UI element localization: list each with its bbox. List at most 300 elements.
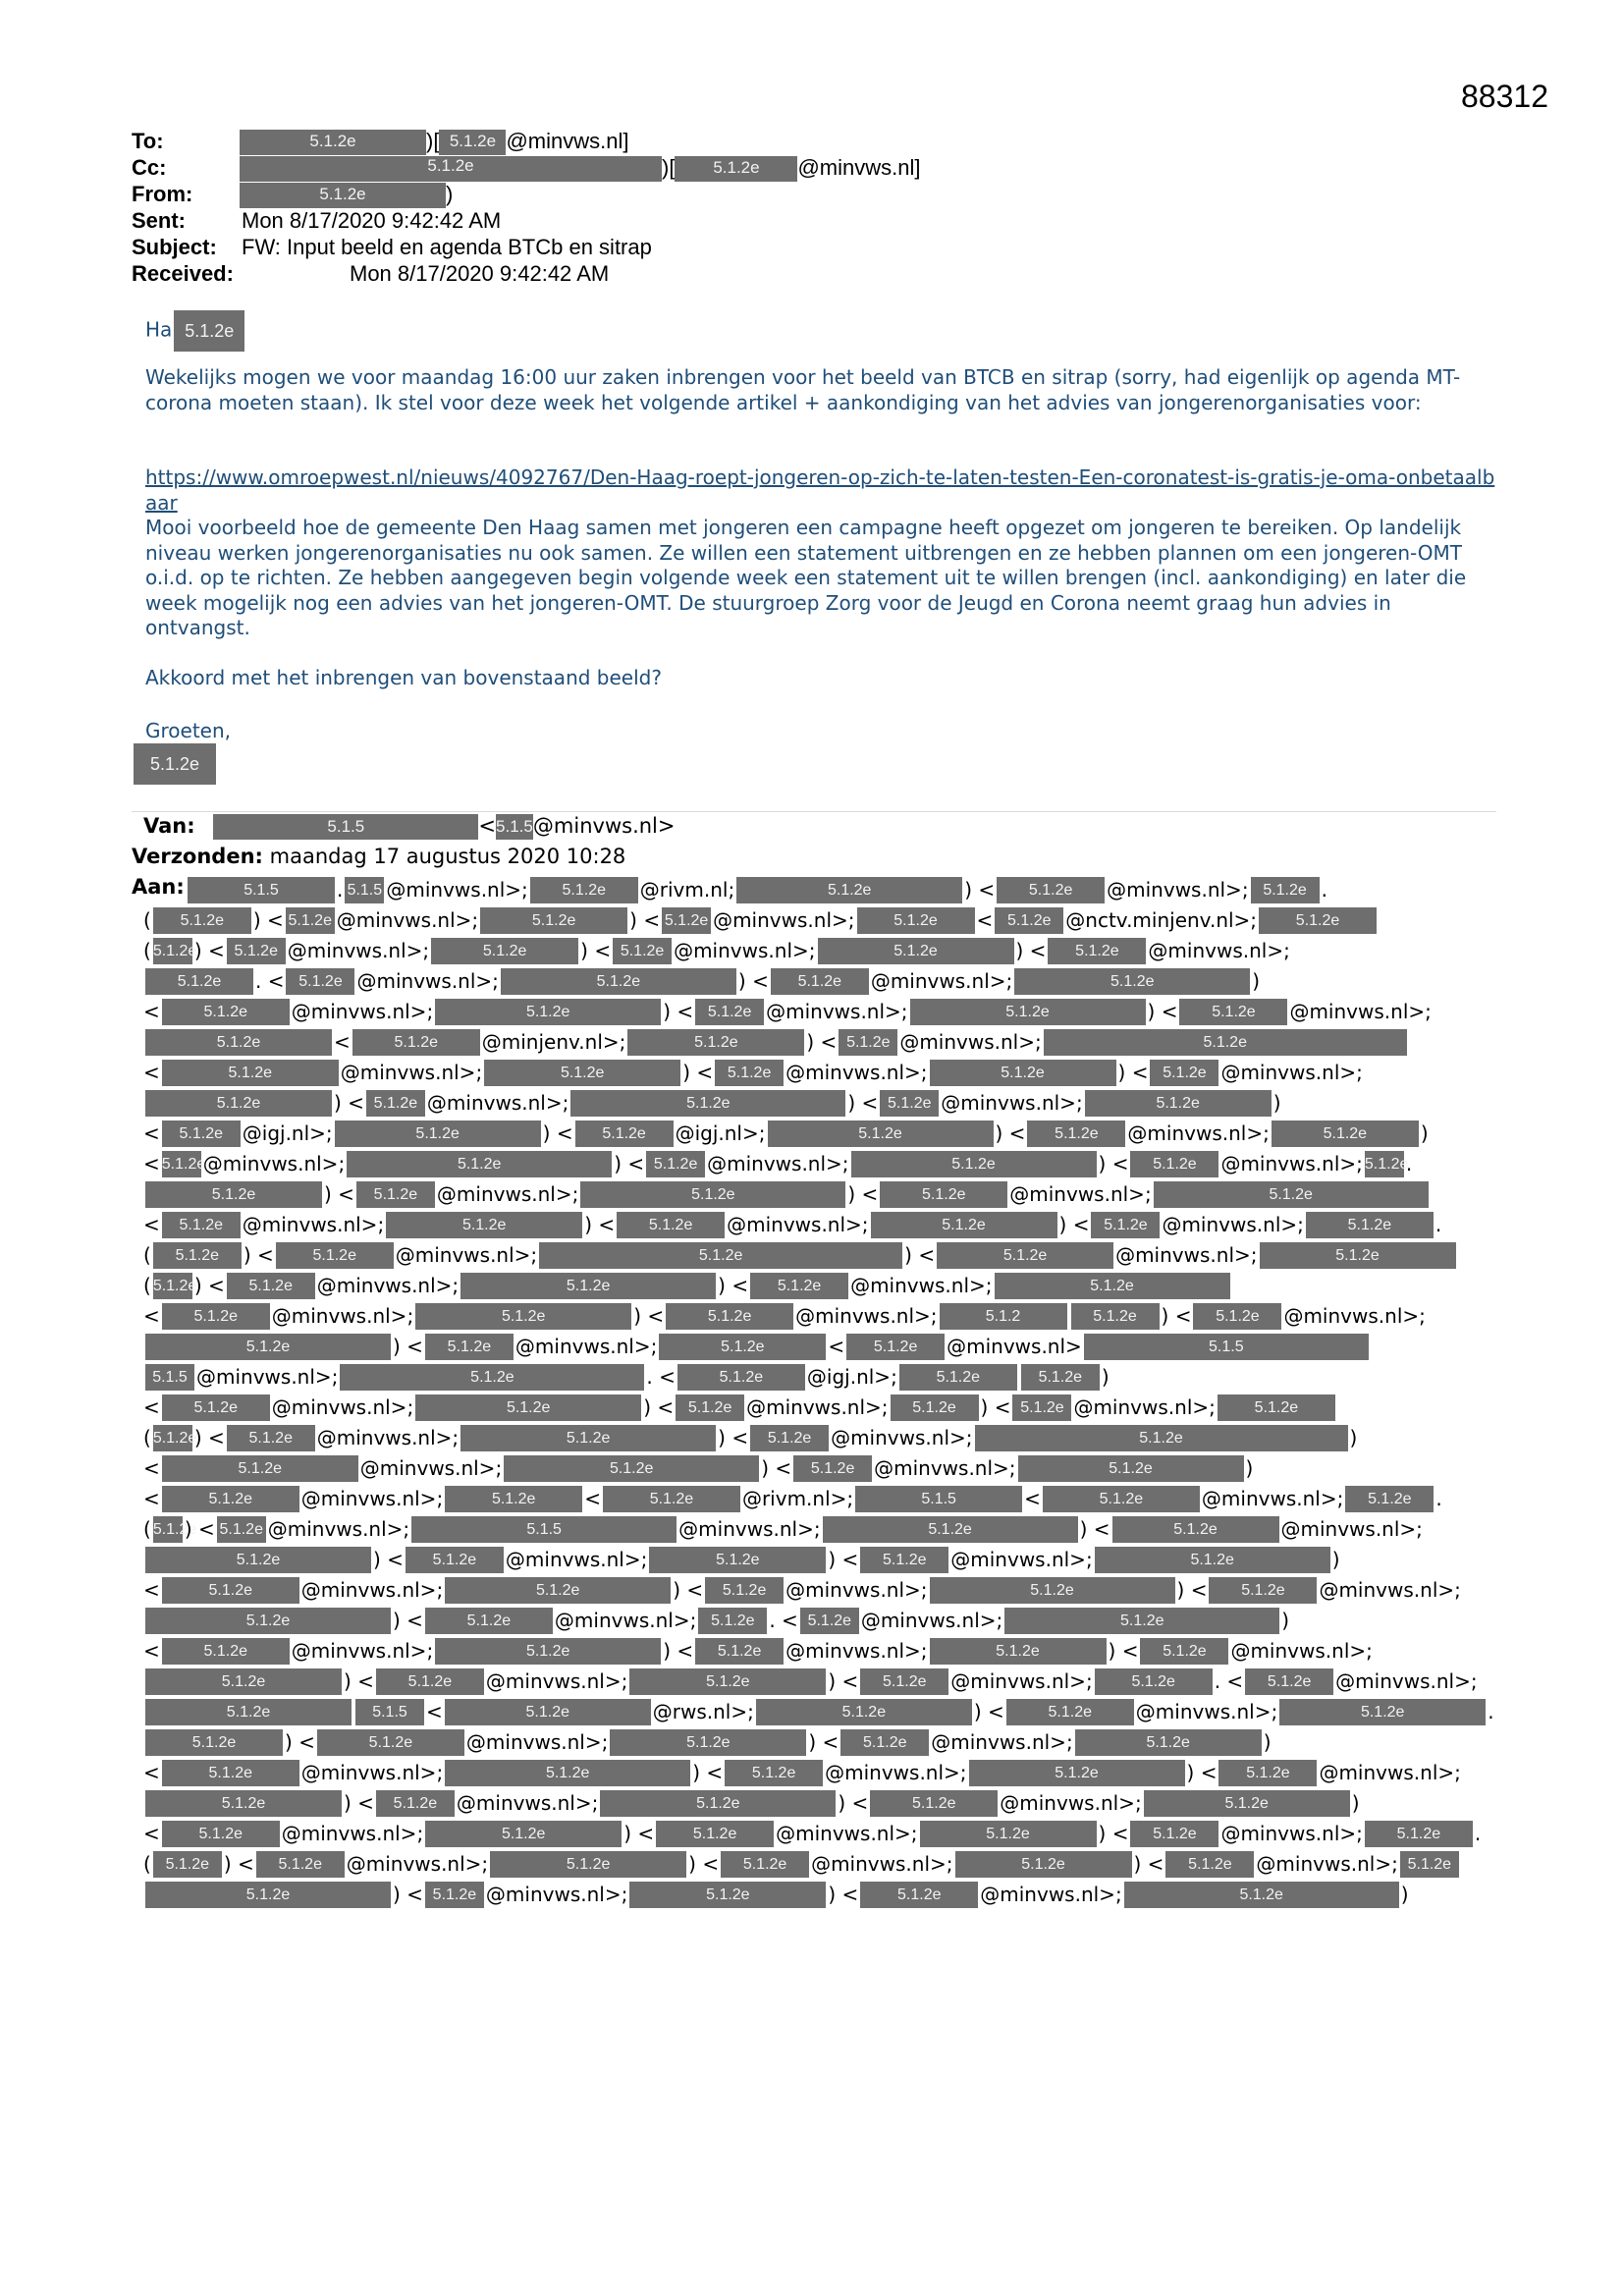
recipient-text: . < [646, 1365, 676, 1389]
recipient-text: . [1488, 1700, 1494, 1723]
redaction: 5.1.2e [1144, 1790, 1350, 1817]
redaction: 5.1.2e [1095, 1668, 1213, 1695]
redaction: 5.1.2e [1345, 1486, 1434, 1512]
redaction: 5.1.2e [1165, 1851, 1254, 1878]
recipient-text: ) < [673, 1578, 704, 1602]
recipient-text: @minvws.nl>; [300, 1487, 444, 1510]
recipient-text: < [143, 1061, 160, 1084]
recipient-text: ) < [1108, 1639, 1139, 1663]
recipient-text: < [143, 1487, 160, 1510]
redaction: 5.1.2e [649, 1547, 826, 1573]
recipient-text: @minvws.nl>; [1319, 1761, 1461, 1784]
redaction: 5.1.2e [162, 1638, 290, 1665]
verzonden-value: maandag 17 augustus 2020 10:28 [269, 845, 626, 868]
recipient-text: @minvws.nl>; [980, 1883, 1122, 1906]
redaction: 5.1.2e [366, 1090, 425, 1117]
redaction: 5.1.2e [997, 877, 1105, 903]
redaction: 5.1.2e [930, 1577, 1175, 1604]
recipient-text: ) [1101, 1365, 1110, 1389]
recipient-line [143, 1574, 1461, 1605]
redaction: 5.1.2e [860, 1668, 948, 1695]
redaction: 5.1.2e [415, 1303, 631, 1330]
recipient-text: @minvws.nl>; [242, 1213, 385, 1236]
redaction: 5.1.2e [162, 1486, 299, 1512]
redaction: 5.1.2e [145, 968, 253, 995]
recipient-text: ) < [718, 1426, 749, 1449]
redaction: 5.1.2e [860, 1547, 948, 1573]
redaction: 5.1.2e [153, 1242, 242, 1269]
recipient-text: @igj.nl>; [242, 1121, 333, 1145]
subject-label: Subject: [132, 235, 217, 259]
redaction: 5.1.2e [217, 1516, 266, 1543]
redaction: 5.1.2e [145, 1699, 352, 1725]
redaction: 5.1.2e [768, 1121, 994, 1147]
redaction: 5.1.2e [153, 907, 251, 934]
recipient-line [143, 1818, 1481, 1848]
redaction: 5.1.2e [662, 907, 711, 934]
subject-value: FW: Input beeld en agenda BTCb en sitrap [242, 235, 652, 259]
redaction: 5.1.2e [347, 1151, 612, 1177]
redaction: 5.1.2e [352, 1029, 480, 1056]
recipient-text: ) [1351, 1791, 1360, 1815]
van-domain: @minvws.nl> [532, 814, 676, 838]
redaction: 5.1.2e [340, 1364, 644, 1391]
redaction: 5.1.2e [145, 1029, 332, 1056]
redaction: 5.1.2e [376, 1790, 455, 1817]
redaction: 5.1.2e [1193, 1303, 1281, 1330]
recipient-text: < [1024, 1487, 1041, 1510]
recipient-line [143, 1513, 1423, 1544]
redaction: 5.1.2e [646, 1151, 705, 1177]
redaction: 5.1.2e [995, 907, 1063, 934]
document-number: 88312 [1461, 79, 1548, 114]
received-value: Mon 8/17/2020 9:42:42 AM [350, 261, 610, 286]
redaction: 5.1.2e [227, 938, 286, 964]
redaction: 5.1.2e [439, 130, 506, 155]
greeting: Ha 5.1.2e [145, 310, 1500, 352]
recipient-text: ) < [184, 1517, 215, 1541]
redaction: 5.1.2e [1272, 1121, 1419, 1147]
redaction: 5.1.2e [530, 877, 638, 903]
redaction: 5.1.2e [1075, 1729, 1262, 1756]
recipient-text: < [143, 1121, 160, 1145]
redaction: 5.1.2e [677, 1364, 805, 1391]
recipient-text: @minvws.nl>; [291, 1639, 434, 1663]
redaction: 5.1.2e [880, 1181, 1007, 1208]
redaction: 5.1.2e [610, 1729, 806, 1756]
recipient-line [143, 1422, 1357, 1452]
recipient-line [143, 1118, 1429, 1148]
redaction: 5.1.2e [570, 1090, 845, 1117]
redaction: 5.1.2e [857, 907, 975, 934]
recipient-line [143, 1209, 1441, 1239]
redaction: 5.1.2e [995, 1273, 1230, 1299]
redaction: 5.1.2e [162, 999, 290, 1025]
redaction: 5.1.5 [345, 877, 384, 903]
recipient-text: @minvws.nl>; [287, 939, 430, 962]
recipient-text: . < [1214, 1669, 1244, 1693]
redaction: 5.1.2e [162, 1303, 270, 1330]
redaction: 5.1.2e [840, 1729, 929, 1756]
recipient-text: ) < [633, 1304, 665, 1328]
redaction: 5.1.2e [975, 1425, 1348, 1451]
to-label: To: [132, 129, 164, 153]
recipient-text: ) < [1161, 1304, 1192, 1328]
recipient-text: ) < [964, 878, 996, 902]
redaction: 5.1.2e [145, 1790, 342, 1817]
recipient-text: < [143, 1395, 160, 1419]
recipient-line [143, 1635, 1373, 1666]
redaction: 5.1.2e [1218, 1760, 1317, 1786]
redaction: 5.1.2e [276, 1242, 394, 1269]
recipient-text: @minvws.nl>; [870, 969, 1013, 993]
recipient-text: ) < [393, 1335, 423, 1358]
recipient-text: ) < [1098, 1152, 1129, 1175]
recipient-text: @minvws.nl>; [1127, 1121, 1270, 1145]
redaction: 5.1.2e [162, 1760, 299, 1786]
recipient-text: ) [1252, 969, 1261, 993]
redaction: 5.1.2e [162, 1455, 358, 1482]
recipient-text: < [426, 1700, 443, 1723]
redaction: 5.1.2e [969, 1760, 1185, 1786]
redaction: 5.1.2e [445, 1577, 671, 1604]
recipient-text: @minvws.nl>; [874, 1456, 1016, 1480]
redaction: 5.1.2e [415, 1394, 641, 1421]
recipient-text: @minvws.nl>; [300, 1578, 444, 1602]
recipient-text: ) [1420, 1121, 1429, 1145]
redaction: 5.1.2e [575, 1121, 674, 1147]
redaction: 5.1.2e [1027, 1121, 1125, 1147]
recipient-text: ) < [663, 1639, 694, 1663]
redaction: 5.1.2e [750, 1425, 829, 1451]
redaction: 5.1.2e [698, 1608, 767, 1634]
received-label: Received: [132, 261, 234, 286]
recipient-text: ) < [1186, 1761, 1218, 1784]
redaction: 5.1.2e [1179, 999, 1287, 1025]
recipient-line [143, 1787, 1360, 1818]
redaction: 5.1.2e [356, 1181, 435, 1208]
redaction: 5.1.2e [1006, 1699, 1134, 1725]
recipient-text: ) < [243, 1243, 274, 1267]
redaction: 5.1.5 [213, 814, 478, 840]
recipient-line [143, 1696, 1494, 1726]
recipient-text: ) < [584, 1213, 616, 1236]
redaction: 5.1.2e [1004, 1608, 1279, 1634]
recipient-text: ) < [718, 1274, 749, 1297]
redaction: 5.1.2e [145, 1729, 283, 1756]
recipient-text: @minvws.nl>; [1073, 1395, 1216, 1419]
redaction: 5.1.2e [227, 1273, 315, 1299]
redaction: 5.1.2e [145, 1334, 391, 1360]
redaction: 5.1.2e [851, 1151, 1097, 1177]
recipient-text: @minvws.nl>; [1319, 1578, 1461, 1602]
recipient-line [143, 1392, 1337, 1422]
redaction: 5.1.2e [145, 1547, 371, 1573]
redaction: 5.1.5 [855, 1486, 1022, 1512]
recipient-text: ) < [980, 1395, 1011, 1419]
recipient-text: @minvws.nl>; [1107, 878, 1249, 902]
recipient-text: @minvws.nl>; [707, 1152, 849, 1175]
recipient-line [143, 1544, 1340, 1574]
redaction: 5.1.2e [656, 1821, 774, 1847]
recipient-text: @minvws.nl>; [776, 1822, 918, 1845]
redaction: 5.1.2e [153, 938, 192, 964]
recipient-text: @minvws.nl>; [678, 1517, 821, 1541]
redaction: 5.1.2e [240, 130, 426, 155]
recipient-text: . [1321, 878, 1327, 902]
recipient-text: . [1435, 1213, 1442, 1236]
recipient-text: @minvws.nl>; [950, 1548, 1093, 1571]
redaction: 5.1.2e [695, 1638, 784, 1665]
recipient-text: < [143, 1000, 160, 1023]
van-row: Van: 5.1.5 <5.1.5@minvws.nl> [143, 814, 676, 838]
redaction: 5.1.2e [627, 1029, 804, 1056]
recipient-text: ( [143, 908, 151, 932]
redaction: 5.1.2e [676, 1394, 744, 1421]
recipient-text: ) < [737, 969, 769, 993]
redaction: 5.1.2e [445, 1699, 651, 1725]
recipient-line [143, 1026, 1409, 1057]
recipient-text: ) < [1079, 1517, 1110, 1541]
redaction: 5.1.2e [930, 1638, 1107, 1665]
recipient-text: @minvws.nl>; [359, 1456, 503, 1480]
redaction: 5.1.2e [317, 1729, 464, 1756]
recipient-text: @minvws.nl>; [950, 1669, 1093, 1693]
recipient-text: @minvws.nl>; [514, 1335, 658, 1358]
article-link-wrap [145, 465, 1500, 516]
recipient-text: @minvws.nl>; [1230, 1639, 1373, 1663]
redaction: 5.1.2e [1279, 1699, 1486, 1725]
recipient-line [143, 1848, 1461, 1879]
recipient-text: @minvws.nl>; [1283, 1304, 1426, 1328]
recipient-text: @minvws.nl>; [941, 1091, 1083, 1115]
recipient-text: @nctv.minjenv.nl>; [1065, 908, 1258, 932]
recipient-text: < [334, 1030, 351, 1054]
redaction: 5.1.2e [445, 1486, 582, 1512]
recipient-text: ) < [692, 1761, 724, 1784]
redaction: 5.1.2e [1150, 1060, 1218, 1086]
recipient-text: @minvws.nl>; [831, 1426, 973, 1449]
redaction: 5.1.2e [162, 1394, 270, 1421]
redaction: 5.1.2e [153, 1273, 192, 1299]
redaction: 5.1.5 [496, 814, 533, 840]
recipient-line [143, 1726, 1272, 1757]
recipient-text: ) < [1098, 1822, 1129, 1845]
redaction: 5.1.2e [771, 968, 869, 995]
recipient-text: ) < [393, 1609, 423, 1632]
recipient-text: ) < [344, 1791, 374, 1815]
recipient-line [143, 1757, 1461, 1787]
recipient-text: ) < [193, 1274, 225, 1297]
redaction: 5.1.2e [1400, 1851, 1459, 1878]
redaction: 5.1.2e [460, 1273, 716, 1299]
redaction: 5.1.2e [501, 968, 736, 995]
redaction: 5.1.5 [1084, 1334, 1369, 1360]
recipient-line [143, 1148, 1412, 1178]
redaction: 5.1.2e [1018, 1455, 1244, 1482]
redaction: 5.1.2e [800, 1608, 859, 1634]
redaction: 5.1.2e [1071, 1303, 1160, 1330]
redaction: 5.1.2e [580, 1181, 845, 1208]
recipient-text: @minvws.nl>; [271, 1395, 414, 1419]
redaction: 5.1.2e [162, 1151, 201, 1177]
recipient-text: @minvws.nl>; [436, 1182, 579, 1206]
cc-domain: @minvws.nl] [797, 155, 921, 180]
recipient-text: . [337, 878, 344, 902]
redaction: 5.1.2e [1140, 1638, 1228, 1665]
recipient-text: @minvws.nl>; [931, 1730, 1073, 1754]
recipient-text: @minvws.nl>; [1289, 1000, 1432, 1023]
recipient-text: ) < [223, 1852, 254, 1876]
recipient-line [143, 1361, 1110, 1392]
redaction: 5.1.2e [256, 1851, 345, 1878]
redaction: 5.1.2e [425, 1334, 514, 1360]
redaction: 5.1.2e [629, 1882, 826, 1908]
redaction: 5.1.2e [725, 1760, 823, 1786]
redaction: 5.1.2e [162, 1821, 280, 1847]
recipient-text: < [584, 1487, 601, 1510]
recipient-text: @minvws.nl>; [1256, 1852, 1398, 1876]
redaction: 5.1.2e [1218, 1394, 1335, 1421]
redaction: 5.1.2e [937, 1242, 1113, 1269]
redaction: 5.1.2e [406, 1547, 504, 1573]
redaction: 5.1.2e [1043, 1486, 1200, 1512]
redaction: 5.1.2e [153, 1851, 222, 1878]
redaction: 5.1.2e [145, 1090, 332, 1117]
recipient-text: ) < [629, 908, 661, 932]
redaction: 5.1.2e [145, 1181, 322, 1208]
redaction: 5.1.2e [955, 1851, 1132, 1878]
redaction: 5.1.2e [145, 1608, 391, 1634]
recipient-text: ) [1281, 1609, 1290, 1632]
recipient-text: . < [255, 969, 285, 993]
redaction: 5.1.2e [162, 1060, 339, 1086]
recipient-text: @minvws.nl>; [1000, 1791, 1142, 1815]
redaction: 5.1.5 [355, 1699, 424, 1725]
redaction: 5.1.2e [891, 1394, 979, 1421]
recipient-text: < [143, 1152, 160, 1175]
redaction: 5.1.2e [431, 938, 578, 964]
redaction: 5.1.2 [940, 1303, 1067, 1330]
redaction: 5.1.2e [240, 183, 446, 208]
redaction: 5.1.2e [715, 1060, 784, 1086]
recipient-text: ) < [828, 1883, 859, 1906]
recipient-text: . < [769, 1609, 798, 1632]
recipient-text: < [143, 1578, 160, 1602]
recipient-text: @minvws.nl>; [202, 1152, 346, 1175]
recipient-text: ) [1331, 1548, 1340, 1571]
recipient-text: @minvws.nl>; [850, 1274, 993, 1297]
recipient-text: @minvws.nl>; [554, 1609, 697, 1632]
redaction: 5.1.2e [839, 1029, 897, 1056]
recipient-text: @minvws.nl>; [727, 1213, 869, 1236]
redaction: 5.1.2e [425, 1882, 484, 1908]
recipient-text: ) [1263, 1730, 1272, 1754]
recipient-text: @minvws.nl>; [766, 1000, 908, 1023]
redaction: 5.1.2e [1012, 1394, 1071, 1421]
recipient-line [143, 904, 1379, 935]
redaction: 5.1.2e [240, 156, 662, 182]
recipient-text: ) < [838, 1791, 869, 1815]
redaction: 5.1.2e [153, 1425, 192, 1451]
redaction: 5.1.2e [695, 999, 764, 1025]
redaction: 5.1.2e [425, 1821, 622, 1847]
redaction: 5.1.2e [736, 877, 962, 903]
recipient-text: @minvws.nl>; [1115, 1243, 1258, 1267]
recipient-line [143, 935, 1290, 965]
redaction: 5.1.2e [1095, 1547, 1330, 1573]
recipient-text: ) < [614, 1152, 645, 1175]
recipient-text: ) [1272, 1091, 1281, 1115]
redaction: 5.1.2e [1130, 1821, 1218, 1847]
redaction: 5.1.2e [818, 938, 1014, 964]
redaction: 5.1.2e [1091, 1212, 1160, 1238]
recipient-text: @igj.nl>; [675, 1121, 766, 1145]
recipient-text: @minvws.nl>; [811, 1852, 953, 1876]
recipient-text: ( [143, 1517, 151, 1541]
recipient-line [143, 1666, 1478, 1696]
redaction: 5.1.2e [1021, 1364, 1100, 1391]
redaction: 5.1.2e [1209, 1577, 1317, 1604]
redaction: 5.1.2e [1048, 938, 1146, 964]
recipient-text: < [143, 1639, 160, 1663]
redaction: 5.1.5 [411, 1516, 677, 1543]
recipient-text: ) < [808, 1730, 839, 1754]
redaction: 5.1.2e [617, 1212, 725, 1238]
recipient-text: @minvws.nl>; [899, 1030, 1042, 1054]
recipient-text: ) < [682, 1061, 714, 1084]
article-link[interactable]: https://www.omroepwest.nl/nieuws/4092767/Den-Haag-roept-jongeren-op-zich-te-laten-testen-Een-coronatest-is-gratis-je-oma-onbetaalbaar [145, 465, 1495, 515]
redaction: 5.1.2e [899, 1364, 1017, 1391]
recipient-text: < [143, 1456, 160, 1480]
recipient-text: ( [143, 1426, 151, 1449]
recipient-text: ) < [828, 1669, 859, 1693]
recipient-line [143, 1605, 1289, 1635]
to-domain: @minvws.nl] [506, 129, 629, 153]
redaction: 5.1.2e [504, 1455, 759, 1482]
recipient-text: < [828, 1335, 845, 1358]
redaction: 5.1.2e [1251, 877, 1320, 903]
recipient-text: ) < [1133, 1852, 1164, 1876]
redaction: 5.1.2e [823, 1516, 1078, 1543]
redaction: 5.1.2e [705, 1577, 784, 1604]
recipient-text: @minvws.nl>; [346, 1852, 489, 1876]
redaction: 5.1.2e [480, 907, 627, 934]
redaction: 5.1.2e [666, 1303, 793, 1330]
recipient-text: . [1435, 1487, 1442, 1510]
recipient-text: @minvws.nl>; [291, 1000, 434, 1023]
recipient-text: ) < [623, 1822, 655, 1845]
redaction: 5.1.2e [145, 1882, 391, 1908]
redaction: 5.1.2e [1085, 1090, 1272, 1117]
from-label: From: [132, 182, 193, 206]
redaction: 5.1.2e [1154, 1181, 1429, 1208]
recipient-text: @minvws.nl>; [785, 1639, 928, 1663]
recipient-text: ) < [1147, 1000, 1178, 1023]
recipient-text: @igj.nl>; [806, 1365, 897, 1389]
recipient-text: ) < [904, 1243, 936, 1267]
recipient-text: ) < [193, 1426, 225, 1449]
recipient-text: ) [1400, 1883, 1409, 1906]
redaction: 5.1.2e [286, 968, 354, 995]
redaction: 5.1.2e [1245, 1668, 1333, 1695]
redaction: 5.1.2e [145, 1668, 342, 1695]
recipient-text: @minvws.nl>; [505, 1548, 648, 1571]
recipient-text: @rws.nl>; [652, 1700, 754, 1723]
recipient-line [143, 1483, 1442, 1513]
recipient-text: ) < [828, 1548, 859, 1571]
redaction: 5.1.2e [153, 1516, 183, 1543]
